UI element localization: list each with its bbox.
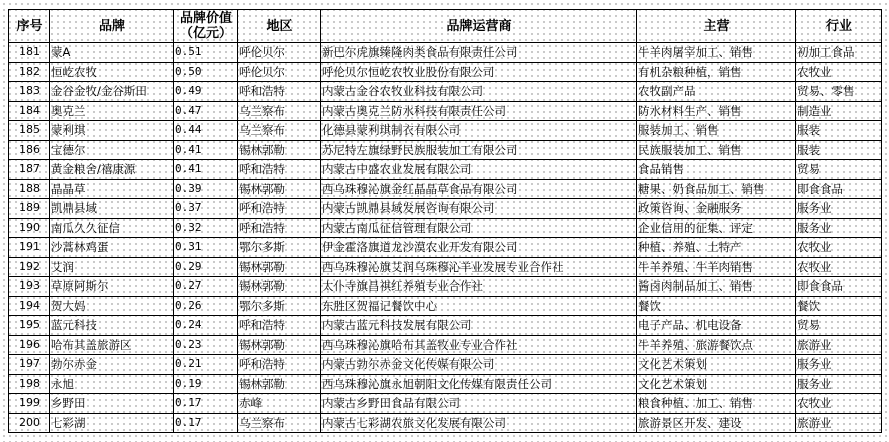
- index-cell[interactable]: 185: [9, 121, 50, 141]
- brand-cell[interactable]: 贺大妈: [50, 296, 174, 316]
- brand-cell[interactable]: 南瓜久久征信: [50, 218, 174, 238]
- table-row: [9, 121, 882, 141]
- main-business-cell[interactable]: 粮食种植、加工、销售: [637, 394, 796, 414]
- brand-value-cell[interactable]: 0.27: [174, 277, 238, 297]
- industry-cell[interactable]: 服务业: [796, 355, 882, 375]
- table-row: [9, 101, 882, 121]
- index-cell[interactable]: 190: [9, 218, 50, 238]
- operator-cell[interactable]: 太仆寺旗昌祺红养殖专业合作社: [321, 277, 637, 297]
- operator-cell[interactable]: 西乌珠穆沁旗金红晶晶草食品有限公司: [321, 179, 637, 199]
- table-row: [9, 335, 882, 355]
- main-business-cell[interactable]: 有机杂粮种植，销售: [637, 62, 796, 82]
- main-business-cell[interactable]: 防水材料生产、销售: [637, 101, 796, 121]
- index-cell[interactable]: 198: [9, 374, 50, 394]
- industry-cell[interactable]: 农牧业: [796, 62, 882, 82]
- operator-cell[interactable]: 呼伦贝尔恒屹农牧业股份有限公司: [321, 62, 637, 82]
- region-cell[interactable]: 呼和浩特: [238, 160, 321, 180]
- index-cell[interactable]: 194: [9, 296, 50, 316]
- header-row: [9, 10, 882, 43]
- brand-value-cell[interactable]: 0.31: [174, 238, 238, 258]
- index-cell[interactable]: 186: [9, 140, 50, 160]
- industry-cell[interactable]: 餐饮: [796, 296, 882, 316]
- header-industry[interactable]: 行业: [796, 10, 882, 43]
- main-business-cell[interactable]: 电子产品、机电设备: [637, 316, 796, 336]
- main-business-cell[interactable]: 政策咨询、金融服务: [637, 199, 796, 219]
- brand-cell[interactable]: 凯鼎县域: [50, 199, 174, 219]
- operator-cell[interactable]: 内蒙古凯鼎县域发展咨询有限公司: [321, 199, 637, 219]
- table-row: [9, 296, 882, 316]
- industry-cell[interactable]: 即食食品: [796, 277, 882, 297]
- brand-cell[interactable]: 奥克兰: [50, 101, 174, 121]
- brand-cell[interactable]: 乡野田: [50, 394, 174, 414]
- brand-value-cell[interactable]: 0.17: [174, 413, 238, 433]
- industry-cell[interactable]: 农牧业: [796, 238, 882, 258]
- main-business-cell[interactable]: 种植、养殖、土特产: [637, 238, 796, 258]
- brand-value-cell[interactable]: 0.26: [174, 296, 238, 316]
- brand-value-cell[interactable]: 0.51: [174, 43, 238, 63]
- brand-value-cell[interactable]: 0.50: [174, 62, 238, 82]
- operator-cell[interactable]: 内蒙古金谷农牧业科技有限公司: [321, 82, 637, 102]
- brand-cell[interactable]: 黄金粮舍/禧康源: [50, 160, 174, 180]
- industry-cell[interactable]: 服装: [796, 121, 882, 141]
- header-operator[interactable]: 品牌运营商: [321, 10, 637, 43]
- index-cell[interactable]: 199: [9, 394, 50, 414]
- table-row: [9, 82, 882, 102]
- index-cell[interactable]: 181: [9, 43, 50, 63]
- brand-value-cell[interactable]: 0.24: [174, 316, 238, 336]
- main-business-cell[interactable]: 牛羊养殖、旅游餐饮点: [637, 335, 796, 355]
- main-business-cell[interactable]: 旅游景区开发、建设: [637, 413, 796, 433]
- brand-value-cell[interactable]: 0.19: [174, 374, 238, 394]
- region-cell[interactable]: 锡林郭勒: [238, 335, 321, 355]
- table-row: [9, 257, 882, 277]
- index-cell[interactable]: 196: [9, 335, 50, 355]
- table-row: [9, 238, 882, 258]
- brand-value-table: [8, 9, 882, 433]
- brand-value-cell[interactable]: 0.41: [174, 140, 238, 160]
- header-index[interactable]: 序号: [9, 10, 50, 43]
- industry-cell[interactable]: 初加工食品: [796, 43, 882, 63]
- region-cell[interactable]: 锡林郭勒: [238, 140, 321, 160]
- region-cell[interactable]: 锡林郭勒: [238, 374, 321, 394]
- index-cell[interactable]: 184: [9, 101, 50, 121]
- industry-cell[interactable]: 制造业: [796, 101, 882, 121]
- operator-cell[interactable]: 内蒙古南瓜征信管理有限公司: [321, 218, 637, 238]
- main-business-cell[interactable]: 企业信用的征集、评定: [637, 218, 796, 238]
- brand-cell[interactable]: 晶晶草: [50, 179, 174, 199]
- region-cell[interactable]: 锡林郭勒: [238, 277, 321, 297]
- industry-cell[interactable]: 即食食品: [796, 179, 882, 199]
- region-cell[interactable]: 呼和浩特: [238, 199, 321, 219]
- index-cell[interactable]: 192: [9, 257, 50, 277]
- brand-value-cell[interactable]: 0.41: [174, 160, 238, 180]
- brand-value-cell[interactable]: 0.39: [174, 179, 238, 199]
- brand-value-cell[interactable]: 0.23: [174, 335, 238, 355]
- region-cell[interactable]: 呼和浩特: [238, 218, 321, 238]
- brand-value-cell[interactable]: 0.21: [174, 355, 238, 375]
- header-brand-value[interactable]: 品牌价值（亿元）: [174, 10, 238, 43]
- main-business-cell[interactable]: 文化艺术策划: [637, 374, 796, 394]
- region-cell[interactable]: 鄂尔多斯: [238, 296, 321, 316]
- industry-cell[interactable]: 农牧业: [796, 394, 882, 414]
- region-cell[interactable]: 乌兰察布: [238, 413, 321, 433]
- main-business-cell[interactable]: 食品销售: [637, 160, 796, 180]
- brand-value-cell[interactable]: 0.32: [174, 218, 238, 238]
- brand-cell[interactable]: 沙蒿林鸡蛋: [50, 238, 174, 258]
- region-cell[interactable]: 锡林郭勒: [238, 257, 321, 277]
- brand-cell[interactable]: 草原阿斯尔: [50, 277, 174, 297]
- table-row: [9, 355, 882, 375]
- industry-cell[interactable]: 旅游业: [796, 413, 882, 433]
- industry-cell[interactable]: 服务业: [796, 199, 882, 219]
- index-cell[interactable]: 195: [9, 316, 50, 336]
- industry-cell[interactable]: 贸易: [796, 160, 882, 180]
- table-row: [9, 140, 882, 160]
- operator-cell[interactable]: 内蒙古勃尔赤金文化传媒有限公司: [321, 355, 637, 375]
- region-cell[interactable]: 赤峰: [238, 394, 321, 414]
- industry-cell[interactable]: 贸易、零售: [796, 82, 882, 102]
- operator-cell[interactable]: 内蒙古奥克兰防水科技有限责任公司: [321, 101, 637, 121]
- industry-cell[interactable]: 服务业: [796, 218, 882, 238]
- brand-cell[interactable]: 金谷金牧/金谷斯田: [50, 82, 174, 102]
- index-cell[interactable]: 187: [9, 160, 50, 180]
- index-cell[interactable]: 182: [9, 62, 50, 82]
- table-row: [9, 394, 882, 414]
- operator-cell[interactable]: 内蒙古乡野田食品有限公司: [321, 394, 637, 414]
- operator-cell[interactable]: 伊金霍洛旗道龙沙漠农业开发有限公司: [321, 238, 637, 258]
- index-cell[interactable]: 193: [9, 277, 50, 297]
- region-cell[interactable]: 呼和浩特: [238, 316, 321, 336]
- main-business-cell[interactable]: 酱卤肉制品加工、销售: [637, 277, 796, 297]
- brand-cell[interactable]: 恒屹农牧: [50, 62, 174, 82]
- region-cell[interactable]: 锡林郭勒: [238, 179, 321, 199]
- brand-cell[interactable]: 蒙A: [50, 43, 174, 63]
- brand-value-cell[interactable]: 0.17: [174, 394, 238, 414]
- industry-cell[interactable]: 服务业: [796, 374, 882, 394]
- brand-cell[interactable]: 宝德尔: [50, 140, 174, 160]
- brand-value-cell[interactable]: 0.49: [174, 82, 238, 102]
- operator-cell[interactable]: 西乌珠穆沁旗哈布其盖牧业专业合作社: [321, 335, 637, 355]
- industry-cell[interactable]: 农牧业: [796, 257, 882, 277]
- region-cell[interactable]: 呼和浩特: [238, 82, 321, 102]
- industry-cell[interactable]: 贸易: [796, 316, 882, 336]
- operator-cell[interactable]: 西乌珠穆沁旗艾润乌珠穆沁羊业发展专业合作社: [321, 257, 637, 277]
- operator-cell[interactable]: 内蒙古蓝元科技发展有限公司: [321, 316, 637, 336]
- region-cell[interactable]: 呼伦贝尔: [238, 43, 321, 63]
- index-cell[interactable]: 200: [9, 413, 50, 433]
- index-cell[interactable]: 191: [9, 238, 50, 258]
- operator-cell[interactable]: 内蒙古中盛农业发展有限公司: [321, 160, 637, 180]
- table-row: [9, 179, 882, 199]
- brand-value-cell[interactable]: 0.44: [174, 121, 238, 141]
- header-main-business[interactable]: 主营: [637, 10, 796, 43]
- region-cell[interactable]: 乌兰察布: [238, 121, 321, 141]
- region-cell[interactable]: 呼伦贝尔: [238, 62, 321, 82]
- main-business-cell[interactable]: 牛羊肉屠宰加工、销售: [637, 43, 796, 63]
- region-cell[interactable]: 鄂尔多斯: [238, 238, 321, 258]
- main-business-cell[interactable]: 文化艺术策划: [637, 355, 796, 375]
- table-row: [9, 218, 882, 238]
- table-row: [9, 43, 882, 63]
- operator-cell[interactable]: 新巴尔虎旗臻隆肉类食品有限责任公司: [321, 43, 637, 63]
- industry-cell[interactable]: 旅游业: [796, 335, 882, 355]
- main-business-cell[interactable]: 牛羊养殖、牛羊肉销售: [637, 257, 796, 277]
- brand-cell[interactable]: 哈布其盖旅游区: [50, 335, 174, 355]
- brand-cell[interactable]: 永旭: [50, 374, 174, 394]
- operator-cell[interactable]: 东胜区贺福记餐饮中心: [321, 296, 637, 316]
- table-row: [9, 62, 882, 82]
- operator-cell[interactable]: 西乌珠穆沁旗永旭朝阳文化传媒有限责任公司: [321, 374, 637, 394]
- main-business-cell[interactable]: 农牧副产品: [637, 82, 796, 102]
- table-row: [9, 374, 882, 394]
- table-row: [9, 199, 882, 219]
- brand-cell[interactable]: 艾润: [50, 257, 174, 277]
- table-row: [9, 316, 882, 336]
- industry-cell[interactable]: 服装: [796, 140, 882, 160]
- brand-cell[interactable]: 七彩湖: [50, 413, 174, 433]
- brand-cell[interactable]: 蓝元科技: [50, 316, 174, 336]
- index-cell[interactable]: 183: [9, 82, 50, 102]
- index-cell[interactable]: 188: [9, 179, 50, 199]
- brand-cell[interactable]: 勃尔赤金: [50, 355, 174, 375]
- main-business-cell[interactable]: 糖果、奶食品加工、销售: [637, 179, 796, 199]
- brand-cell[interactable]: 蒙利琪: [50, 121, 174, 141]
- brand-value-cell[interactable]: 0.29: [174, 257, 238, 277]
- main-business-cell[interactable]: 服装加工、销售: [637, 121, 796, 141]
- table-row: [9, 277, 882, 297]
- header-brand[interactable]: 品牌: [50, 10, 174, 43]
- operator-cell[interactable]: 化德县蒙利琪制衣有限公司: [321, 121, 637, 141]
- operator-cell[interactable]: 苏尼特左旗绿野民族服装加工有限公司: [321, 140, 637, 160]
- brand-value-cell[interactable]: 0.47: [174, 101, 238, 121]
- main-business-cell[interactable]: 餐饮: [637, 296, 796, 316]
- brand-value-cell[interactable]: 0.37: [174, 199, 238, 219]
- table-row: [9, 160, 882, 180]
- header-region[interactable]: 地区: [238, 10, 321, 43]
- table-row: [9, 413, 882, 433]
- main-business-cell[interactable]: 民族服装加工、销售: [637, 140, 796, 160]
- operator-cell[interactable]: 内蒙古七彩湖农旅文化发展有限公司: [321, 413, 637, 433]
- index-cell[interactable]: 197: [9, 355, 50, 375]
- index-cell[interactable]: 189: [9, 199, 50, 219]
- region-cell[interactable]: 呼和浩特: [238, 355, 321, 375]
- region-cell[interactable]: 乌兰察布: [238, 101, 321, 121]
